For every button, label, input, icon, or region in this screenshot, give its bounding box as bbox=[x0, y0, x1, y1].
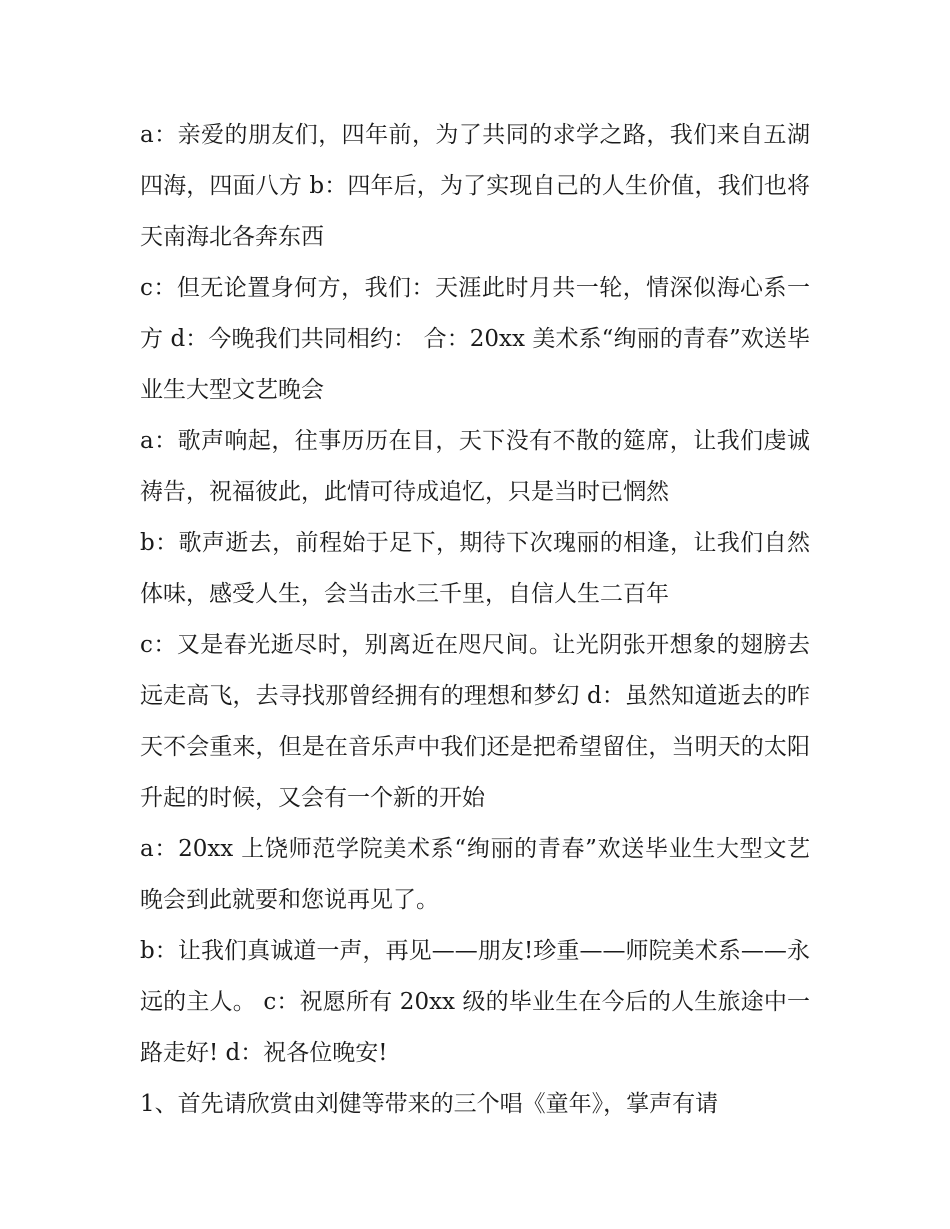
paragraph-c-d-together: c：但无论置身何方，我们：天涯此时月共一轮，情深似海心系一方 d：今晚我们共同相约： 合：20xx 美术系“绚丽的青春”欢送毕业生大型文艺晚会 bbox=[140, 275, 810, 403]
paragraph-program-item-1: 1、首先请欣赏由刘健等带来的三个唱《童年》，掌声有请 bbox=[140, 1091, 719, 1117]
paragraph-a-songs-rise: a：歌声响起，往事历历在目，天下没有不散的筵席，让我们虔诚祷告，祝福彼此，此情可待成追忆，只是当时已惘然 bbox=[140, 428, 810, 505]
paragraph-b-songs-fade: b：歌声逝去，前程始于足下，期待下次瑰丽的相逢，让我们自然体味，感受人生，会当击水三千里，自信人生二百年 bbox=[140, 530, 810, 607]
paragraph-opening-a-b: a：亲爱的朋友们，四年前，为了共同的求学之路，我们来自五湖四海，四面八方 b：四年后，为了实现自己的人生价值，我们也将天南海北各奔东西 bbox=[140, 122, 810, 250]
paragraph-a-farewell: a：20xx 上饶师范学院美术系“绚丽的青春”欢送毕业生大型文艺晚会到此就要和您说再见了。 bbox=[140, 836, 810, 913]
paragraph-c-d-spring: c：又是春光逝尽时，别离近在咫尺间。让光阴张开想象的翅膀去远走高飞，去寻找那曾经拥有的理想和梦幻 d：虽然知道逝去的昨天不会重来，但是在音乐声中我们还是把希望留住，当明天的太阳升起的时候，又会有一个新的开始 bbox=[140, 632, 810, 811]
document-body bbox=[140, 110, 810, 1130]
paragraph-b-c-d-goodnight: b：让我们真诚道一声，再见——朋友!珍重——师院美术系——永远的主人。 c：祝愿所有 20xx 级的毕业生在今后的人生旅途中一路走好! d：祝各位晚安! bbox=[140, 938, 810, 1066]
